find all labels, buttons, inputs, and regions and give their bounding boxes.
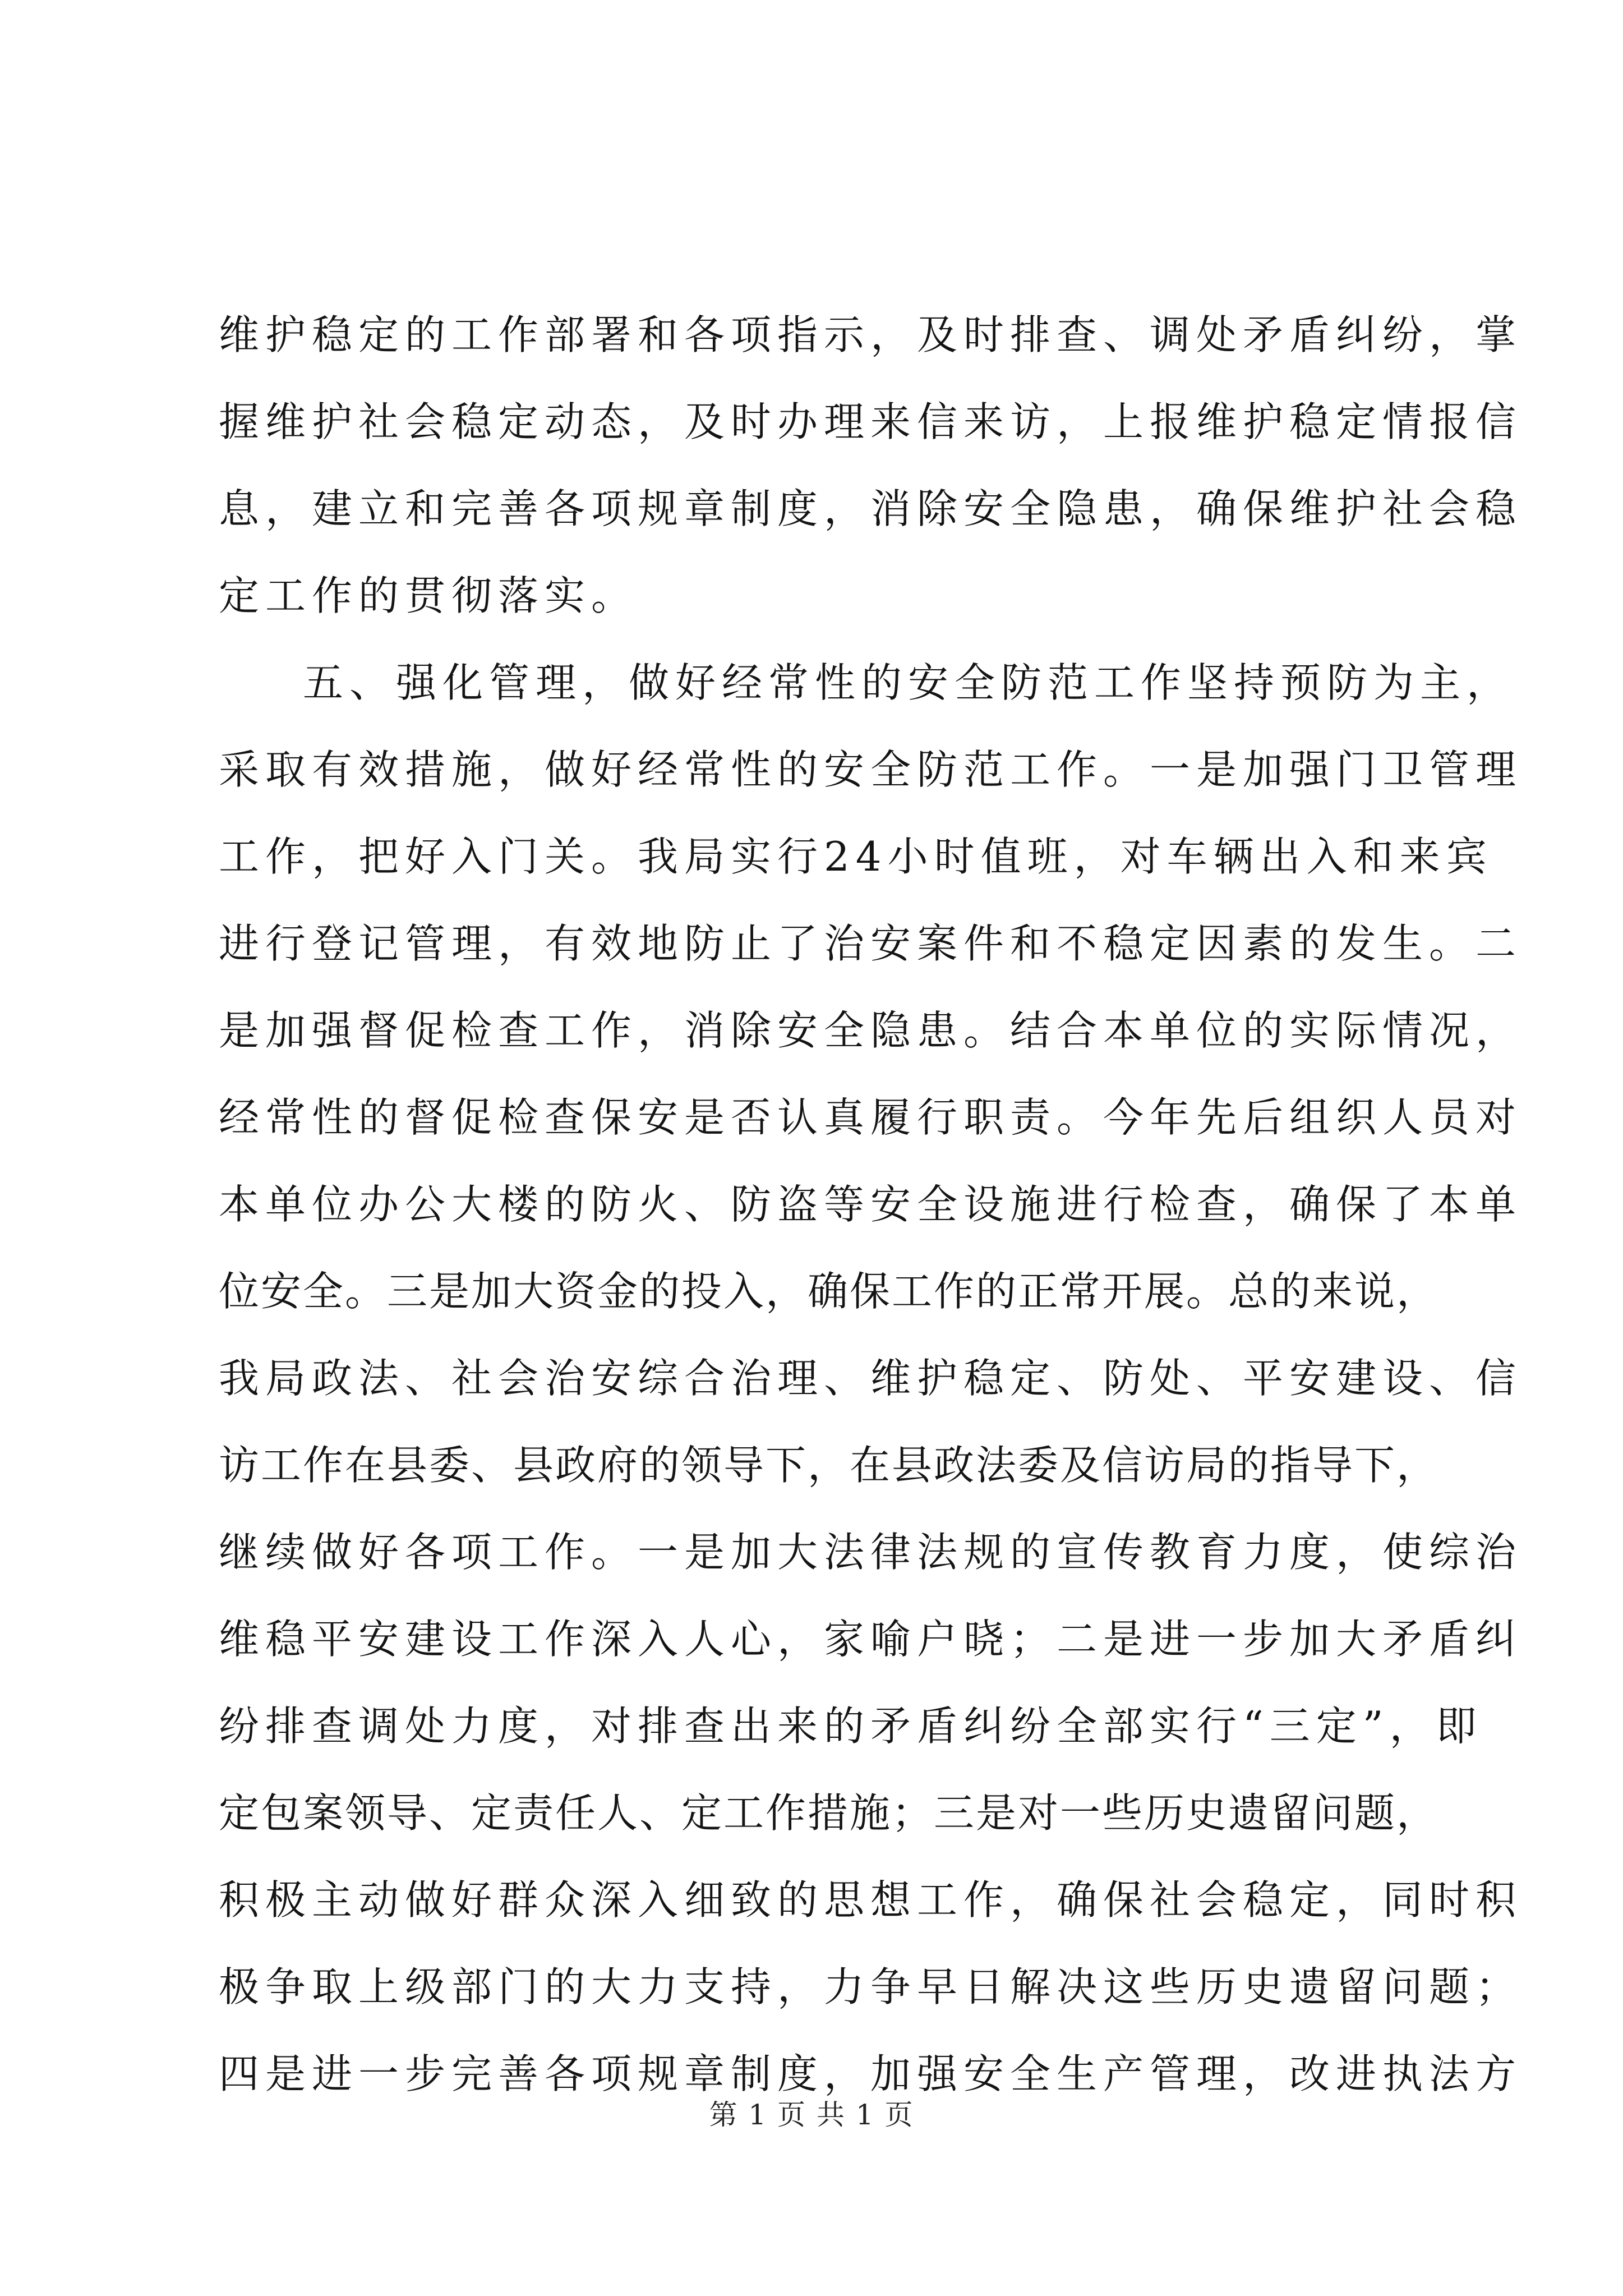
text-line: 纷排查调处力度，对排查出来的矛盾纠纷全部实行“三定”，即	[219, 1703, 1483, 1750]
text-line: 维护稳定的工作部署和各项指示，及时排查、调处矛盾纠纷，掌	[219, 311, 1523, 358]
text-line: 位安全。三是加大资金的投入，确保工作的正常开展。总的来说，	[219, 1268, 1439, 1315]
text-line: 定工作的贯彻落实。	[219, 572, 638, 619]
text-line: 经常性的督促检查保安是否认真履行职责。今年先后组织人员对	[219, 1094, 1523, 1141]
text-line: 我局政法、社会治安综合治理、维护稳定、防处、平安建设、信	[219, 1355, 1523, 1402]
document-body	[219, 292, 1523, 2118]
text-line: 积极主动做好群众深入细致的思想工作，确保社会稳定，同时积	[219, 1876, 1523, 1924]
text-line: 息，建立和完善各项规章制度，消除安全隐患，确保维护社会稳	[219, 485, 1523, 532]
text-line: 工作，把好入门关。我局实行24小时值班，对车辆出入和来宾	[219, 833, 1493, 880]
text-line: 本单位办公大楼的防火、防盗等安全设施进行检查，确保了本单	[219, 1181, 1523, 1228]
text-line: 维稳平安建设工作深入人心，家喻户晓；二是进一步加大矛盾纠	[219, 1616, 1523, 1663]
section-heading-line: 五、强化管理，做好经常性的安全防范工作坚持预防为主，	[303, 659, 1514, 706]
text-line: 极争取上级部门的大力支持，力争早日解决这些历史遗留问题；	[219, 1963, 1523, 2010]
text-line: 握维护社会稳定动态，及时办理来信来访，上报维护稳定情报信	[219, 398, 1523, 445]
text-line: 访工作在县委、县政府的领导下，在县政法委及信访局的指导下，	[219, 1442, 1439, 1489]
page-number-footer: 第 1 页 共 1 页	[709, 2099, 914, 2131]
text-line: 定包案领导、定责任人、定工作措施；三是对一些历史遗留问题，	[219, 1789, 1439, 1837]
text-line: 采取有效措施，做好经常性的安全防范工作。一是加强门卫管理	[219, 746, 1523, 793]
text-line: 继续做好各项工作。一是加大法律法规的宣传教育力度，使综治	[219, 1529, 1523, 1576]
text-line: 进行登记管理，有效地防止了治安案件和不稳定因素的发生。二	[219, 920, 1523, 967]
text-line: 是加强督促检查工作，消除安全隐患。结合本单位的实际情况，	[219, 1007, 1523, 1054]
text-line: 四是进一步完善各项规章制度，加强安全生产管理，改进执法方	[219, 2050, 1523, 2097]
